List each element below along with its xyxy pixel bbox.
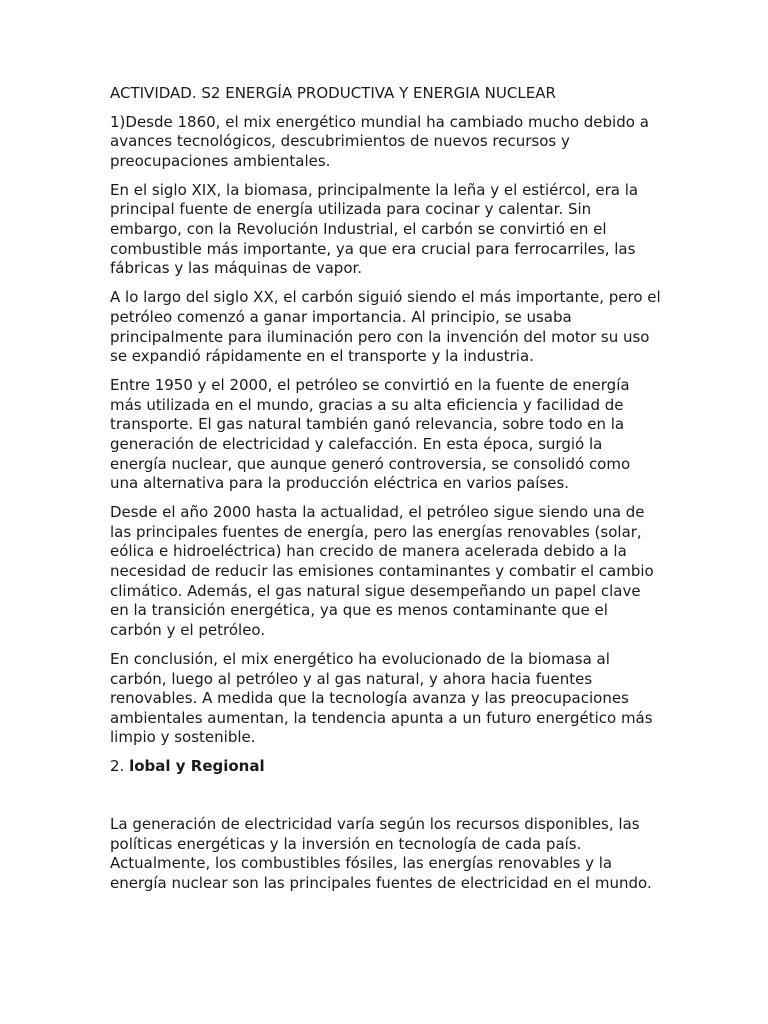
paragraph-conclusion: En conclusión, el mix energético ha evolucionado de la biomasa al carbón, luego al petróleo y al gas natural, y ahora hacia fuentes renovables. A medida que la tecnología avanza y las preocupaciones ambientales aumentan, la tendencia apunta a un futuro energético más limpio y sostenible. <box>110 649 653 747</box>
section-spacer <box>110 777 662 815</box>
paragraph-20th-century: A lo largo del siglo XX, el carbón siguió siendo el más importante, pero el petróleo comenzó a ganar importancia. Al principio, se usaba principalmente para iluminación pero con la invención del motor su uso se expandió rápidamente en el transporte y la industria. <box>110 288 661 366</box>
section-2-number: 2. <box>110 757 130 776</box>
paragraph-1950-2000: Entre 1950 y el 2000, el petróleo se convirtió en la fuente de energía más utilizada en el mundo, gracias a su alta eficiencia y facilidad de transporte. El gas natural también ganó relevancia, sobre todo en la generación de electricidad y calefacción. En esta época, surgió la energía nuclear, que aunque generó controversia, se consolidó como una alternativa para la producción eléctrica en varios países. <box>110 376 631 493</box>
paragraph-19th-century: En el siglo XIX, la biomasa, principalmente la leña y el estiércol, era la principal fuente de energía utilizada para cocinar y calentar. Sin embargo, con la Revolución Industrial, el carbón se convirtió en el combustible más importante, ya que era crucial para ferrocarriles, las fábricas y las máquinas de vapor. <box>110 180 639 278</box>
section-2-title: lobal y Regional <box>129 757 265 776</box>
paragraph-intro: 1)Desde 1860, el mix energético mundial ha cambiado mucho debido a avances tecnológicos, descubrimientos de nuevos recursos y preocupaciones ambientales. <box>110 112 649 170</box>
document-page <box>110 84 662 903</box>
document-title: ACTIVIDAD. S2 ENERGÍA PRODUCTIVA Y ENERGIA NUCLEAR <box>110 84 556 102</box>
section-2-heading <box>110 757 662 777</box>
paragraph-electricity: La generación de electricidad varía según los recursos disponibles, las políticas energéticas y la inversión en tecnología de cada país. Actualmente, los combustibles fósiles, las energías renovables y la energía nuclear son las principales fuentes de electricidad en el mundo. <box>110 815 652 892</box>
paragraph-2000-present: Desde el año 2000 hasta la actualidad, el petróleo sigue siendo una de las principales fuentes de energía, pero las energías renovables (solar, eólica e hidroeléctrica) han crecido de manera acelerada debido a la necesidad de reducir las emisiones contaminantes y combatir el cambio climático. Además, el gas natural sigue desempeñando un papel clave en la transición energética, ya que es menos contaminante que el carbón y el petróleo. <box>110 503 654 639</box>
